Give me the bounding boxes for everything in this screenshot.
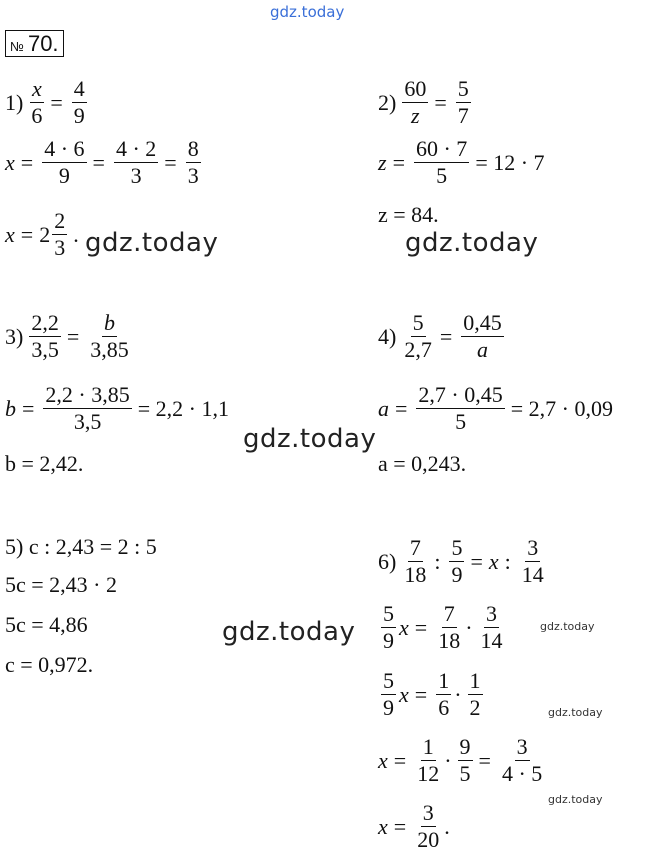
- p5-line2: 5c = 2,43 · 2: [5, 572, 117, 597]
- fraction: $\frac{5}{9}$: [383, 668, 394, 720]
- p3-line2: b = $\frac{2,2 \cdot 3,85}{3,5}$ = 2,2 · 1,1: [5, 382, 229, 434]
- fraction: $\frac{2,2}{3,5}$: [31, 310, 59, 362]
- fraction: $\frac{5}{2,7}$: [404, 310, 432, 362]
- p5-line3: 5c = 4,86: [5, 612, 88, 637]
- fraction: $\frac{60 \cdot 7}{5}$: [415, 136, 468, 188]
- p3-label: 3): [5, 323, 24, 349]
- p6-label: 6): [378, 548, 397, 574]
- p2-line2: z = $\frac{60 \cdot 7}{5}$ = 12 · 7: [378, 136, 545, 188]
- p6-line5: x = $\frac{3}{20}$ .: [378, 800, 450, 852]
- fraction: $\frac{4 \cdot 2}{3}$: [115, 136, 157, 188]
- fraction: $\frac{0,45}{a}$: [463, 310, 502, 362]
- fraction: $\frac{3}{14}$: [521, 535, 544, 587]
- p1-line1: 1) $\frac{x}{6}$ = $\frac{4}{9}$: [5, 76, 85, 128]
- watermark-small: gdz.today: [548, 793, 603, 806]
- p3-line1: 3) $\frac{2,2}{3,5}$ = $\frac{b}{3,85}$: [5, 310, 129, 362]
- fraction: $\frac{5}{9}$: [383, 601, 394, 653]
- fraction: $\frac{x}{6}$: [31, 76, 43, 128]
- p4-line2: a = $\frac{2,7 \cdot 0,45}{5}$ = 2,7 · 0,09: [378, 382, 613, 434]
- p1-line3: x = 2 $\frac{2}{3}$ .: [5, 208, 79, 260]
- p4-line3: a = 0,243.: [378, 451, 467, 476]
- p2-line1: 2) $\frac{60}{z}$ = $\frac{5}{7}$: [378, 76, 469, 128]
- p2-label: 2): [378, 89, 397, 115]
- number-sign: №: [10, 39, 24, 54]
- watermark: gdz.today: [405, 228, 539, 258]
- p5-line4: c = 0,972.: [5, 652, 94, 677]
- p6-line4: x = $\frac{1}{12}$ · $\frac{9}{5}$ = $\frac{3}{4 \cdot 5}$: [378, 734, 543, 786]
- fraction: $\frac{8}{3}$: [187, 136, 199, 188]
- p6-line1: 6) $\frac{7}{18}$ : $\frac{5}{9}$ = x : $\frac{3}{14}$: [378, 535, 544, 587]
- p5-line1: 5) c : 2,43 = 2 : 5: [5, 534, 157, 559]
- fraction: $\frac{1}{2}$: [469, 668, 481, 720]
- problem-number-box: [5, 30, 64, 57]
- p4-line1: 4) $\frac{5}{2,7}$ = $\frac{0,45}{a}$: [378, 310, 502, 362]
- fraction: $\frac{4}{9}$: [73, 76, 85, 128]
- fraction: $\frac{9}{5}$: [459, 734, 471, 786]
- p6-line3: $\frac{5}{9}$ x = $\frac{1}{6}$ · $\frac{1}{2}$: [383, 668, 481, 720]
- mixed-number: 2 $\frac{2}{3}$: [39, 208, 66, 260]
- fraction: $\frac{b}{3,85}$: [90, 310, 129, 362]
- watermark: gdz.today: [222, 617, 356, 647]
- watermark-small: gdz.today: [540, 620, 595, 633]
- fraction: $\frac{7}{18}$: [404, 535, 427, 587]
- watermark: gdz.today: [85, 228, 219, 258]
- fraction: $\frac{7}{18}$: [438, 601, 461, 653]
- watermark-top: gdz.today: [270, 3, 345, 21]
- watermark: gdz.today: [243, 424, 377, 454]
- fraction: $\frac{3}{4 \cdot 5}$: [501, 734, 543, 786]
- p4-label: 4): [378, 323, 397, 349]
- fraction: $\frac{4 \cdot 6}{9}$: [44, 136, 85, 188]
- p3-line3: b = 2,42.: [5, 451, 84, 476]
- p6-line2: $\frac{5}{9}$ x = $\frac{7}{18}$ · $\frac{3}{14}$: [383, 601, 503, 653]
- fraction: $\frac{3}{14}$: [480, 601, 503, 653]
- fraction: $\frac{5}{9}$: [451, 535, 463, 587]
- fraction: $\frac{2,7 \cdot 0,45}{5}$: [418, 382, 503, 434]
- fraction: $\frac{5}{7}$: [457, 76, 469, 128]
- fraction: $\frac{1}{6}$: [438, 668, 450, 720]
- problem-number: 70.: [27, 31, 59, 56]
- fraction: $\frac{3}{20}$: [417, 800, 440, 852]
- watermark-small: gdz.today: [548, 706, 603, 719]
- p1-line2: x = $\frac{4 \cdot 6}{9}$ = $\frac{4 \cdot 2}{3}$ = $\frac{8}{3}$: [5, 136, 199, 188]
- p2-line3: z = 84.: [378, 202, 439, 227]
- p1-label: 1): [5, 89, 24, 115]
- fraction: $\frac{2,2 \cdot 3,85}{3,5}$: [45, 382, 130, 434]
- fraction: $\frac{60}{z}$: [404, 76, 427, 128]
- fraction: $\frac{1}{12}$: [417, 734, 440, 786]
